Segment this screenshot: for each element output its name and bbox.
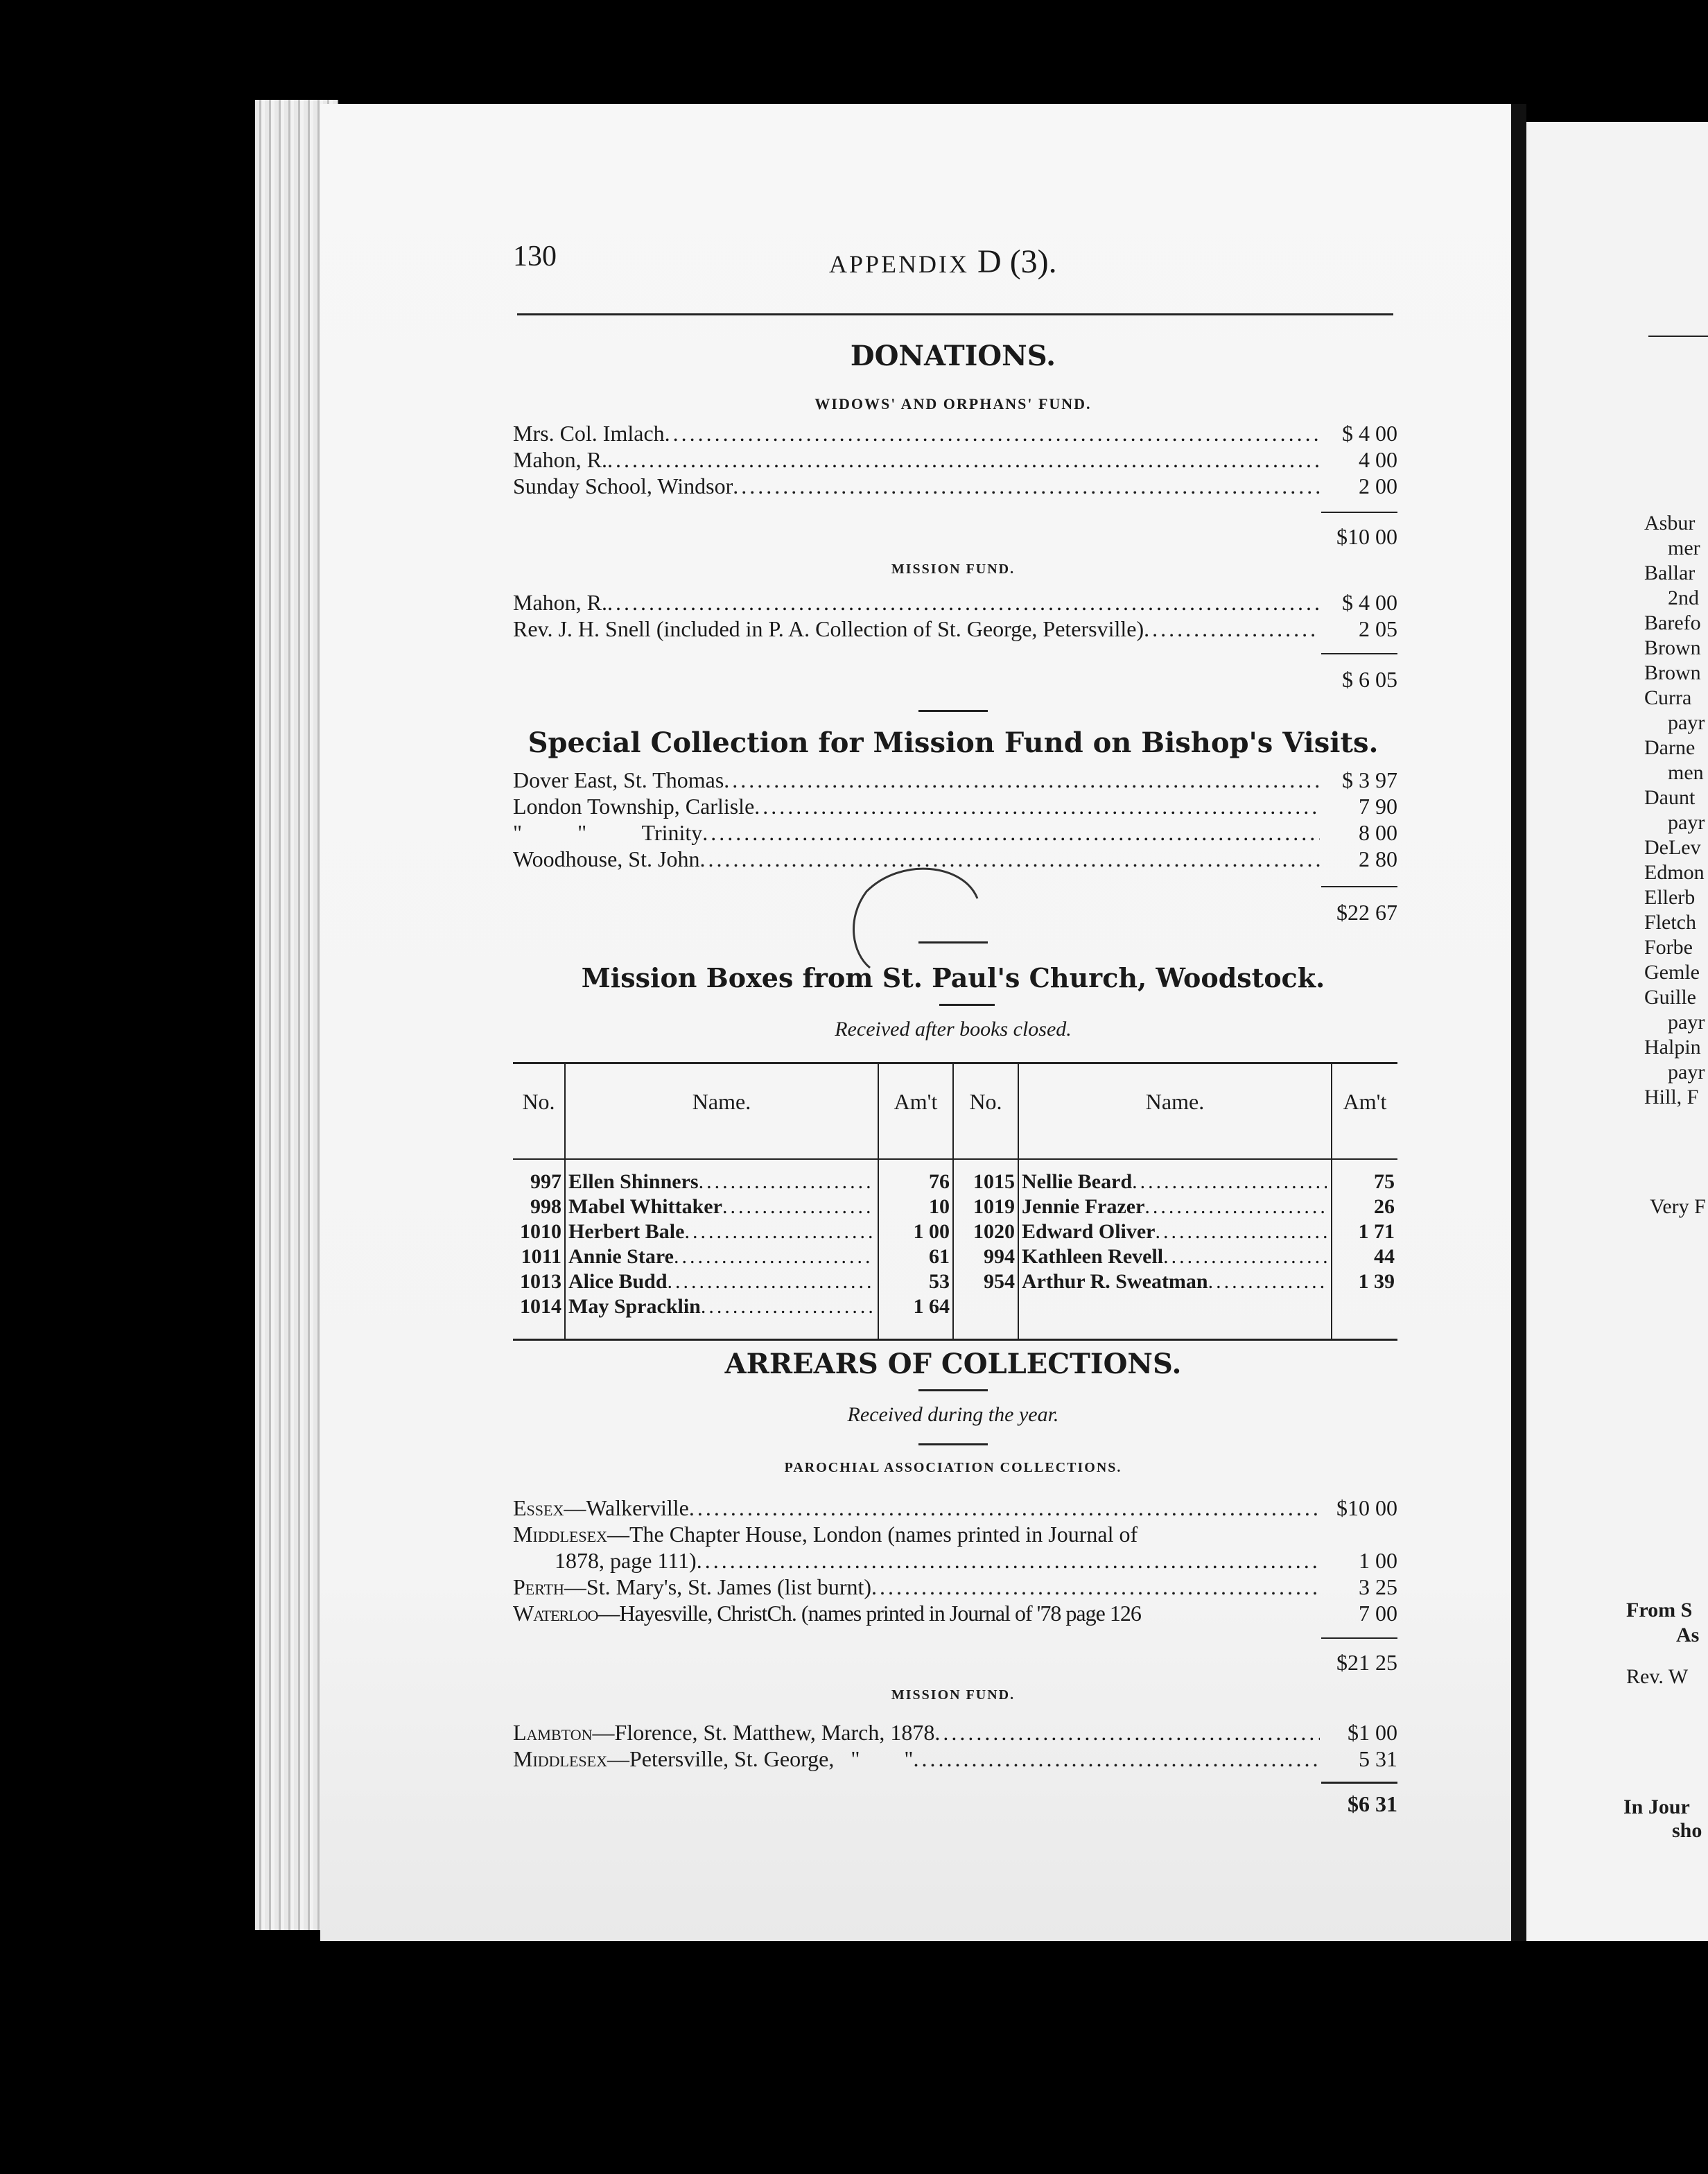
right-page-line: As — [1676, 1624, 1700, 1646]
box-number: 994 — [984, 1245, 1015, 1268]
arrears-entry — [513, 1719, 934, 1746]
right-page-line: Barefo — [1644, 611, 1701, 634]
collection-row — [513, 819, 1397, 846]
right-page-line: payr — [1668, 1061, 1705, 1084]
column-header-name: Name. — [1145, 1089, 1205, 1114]
arrears-subtitle: Received during the year. — [847, 1403, 1059, 1426]
arrears-entry — [513, 1521, 1138, 1547]
parish-name: Woodhouse, St. John — [513, 846, 700, 871]
box-holder-name — [568, 1269, 873, 1294]
box-holder-name — [1022, 1219, 1327, 1244]
header-rule — [513, 1158, 878, 1160]
table-row — [513, 1219, 952, 1244]
right-page-line: Gemle — [1644, 961, 1700, 984]
book-gutter — [1511, 104, 1526, 1941]
parish-name: —Petersville, St. George, " " — [607, 1746, 914, 1771]
total-rule — [1321, 1782, 1397, 1784]
right-page-line: Brown — [1644, 661, 1701, 684]
box-number: 1011 — [521, 1245, 561, 1268]
collection-row — [513, 793, 1397, 819]
total-rule — [1321, 1637, 1397, 1639]
box-holder-name-text: Arthur R. Sweatman — [1022, 1270, 1208, 1293]
donor-name: Mahon, R. — [513, 590, 607, 615]
arrears-row — [513, 1719, 1397, 1746]
box-holder-name-text: Kathleen Revell — [1022, 1245, 1164, 1268]
donation-row — [513, 446, 1397, 473]
mission-boxes-title: Mission Boxes from St. Paul's Church, Woodstock. — [581, 962, 1325, 993]
right-page-line: Fletch — [1644, 911, 1696, 934]
special-collection-title: Special Collection for Mission Fund on Bishop's Visits. — [528, 727, 1379, 759]
parochial-total: $21 25 — [1336, 1650, 1397, 1675]
arrears-amount: 7 00 — [1359, 1601, 1397, 1626]
donor-name: Rev. J. H. Snell (included in P. A. Collection of St. George, Petersville) — [513, 616, 1144, 641]
box-amount: 75 — [1374, 1170, 1395, 1193]
table-row — [513, 1294, 952, 1319]
box-holder-name — [1022, 1244, 1327, 1269]
arrears-mission-total: $6 31 — [1348, 1791, 1397, 1816]
mission-boxes-table — [513, 1062, 1397, 1341]
column-header-no: No. — [969, 1089, 1002, 1114]
box-amount: 61 — [929, 1245, 950, 1268]
parish-name: Dover East, St. Thomas — [513, 767, 724, 792]
donation-row — [513, 420, 1397, 446]
arrears-mission-heading: MISSION FUND. — [891, 1687, 1016, 1703]
header-rule — [1332, 1158, 1397, 1160]
right-page-line: payr — [1668, 811, 1705, 834]
header-rule — [879, 1158, 952, 1160]
box-number: 998 — [530, 1195, 561, 1218]
parish-name: —Florence, St. Matthew, March, 1878 — [592, 1720, 935, 1745]
arrears-amount: 3 25 — [1359, 1574, 1397, 1599]
arrears-row — [513, 1600, 1397, 1626]
parish-name: 1878, page 111) — [555, 1548, 697, 1573]
arrears-amount: 1 00 — [1359, 1548, 1397, 1573]
box-amount: 1 39 — [1358, 1270, 1395, 1293]
arrears-amount: 5 31 — [1359, 1746, 1397, 1771]
box-amount: 44 — [1374, 1245, 1395, 1268]
collection-amount: 8 00 — [1359, 820, 1397, 845]
box-amount: 10 — [929, 1195, 950, 1218]
box-holder-name-text: Annie Stare — [568, 1245, 674, 1268]
box-amount: 1 00 — [913, 1220, 950, 1243]
parish-name: —Hayesville, ChristCh. (names printed in Journal of '78 page 126 — [598, 1601, 1141, 1626]
box-amount: 76 — [929, 1170, 950, 1193]
arrears-entry — [513, 1746, 913, 1772]
mission-boxes-subtitle: Received after books closed. — [835, 1018, 1072, 1041]
right-page-line: Asbur — [1644, 512, 1696, 534]
box-number: 1019 — [973, 1195, 1015, 1218]
donation-row — [513, 473, 1397, 499]
box-holder-name — [568, 1219, 873, 1244]
right-page-line: Ballar — [1644, 562, 1696, 584]
box-holder-name — [1022, 1269, 1327, 1294]
donor-name: Mrs. Col. Imlach — [513, 421, 665, 446]
table-row — [513, 1169, 952, 1194]
right-page-fragment — [1526, 122, 1708, 1941]
box-holder-name-text: Alice Budd — [568, 1270, 668, 1293]
right-page-line: payr — [1668, 711, 1705, 734]
box-holder-name-text: Edward Oliver — [1022, 1220, 1156, 1243]
right-page-line: Darne — [1644, 736, 1696, 759]
table-row — [954, 1194, 1397, 1219]
page-number: 130 — [513, 241, 557, 272]
right-page-line: Curra — [1644, 686, 1692, 709]
box-amount: 26 — [1374, 1195, 1395, 1218]
right-page-rule — [1648, 336, 1708, 337]
column-header-name: Name. — [692, 1089, 751, 1114]
box-holder-name-text: Nellie Beard — [1022, 1170, 1133, 1193]
right-page-line: Forbe — [1644, 936, 1693, 959]
parish-name: " " Trinity — [513, 820, 703, 845]
table-row — [513, 1244, 952, 1269]
parish-name: —St. Mary's, St. James (list burnt) — [564, 1574, 872, 1599]
total-rule — [1321, 886, 1397, 887]
donation-row — [513, 589, 1397, 616]
box-number: 1014 — [520, 1295, 561, 1318]
section-divider — [939, 1004, 995, 1006]
arrears-row — [513, 1495, 1397, 1521]
header-rule — [954, 1158, 1018, 1160]
arrears-row — [513, 1521, 1397, 1547]
collection-amount: 7 90 — [1359, 794, 1397, 819]
right-page-line: Ellerb — [1644, 886, 1696, 909]
mission-fund-heading: MISSION FUND. — [891, 562, 1016, 577]
arrears-row — [555, 1547, 1397, 1574]
donation-amount: $ 4 00 — [1342, 421, 1397, 446]
right-page-line: 2nd — [1668, 586, 1699, 609]
right-page-line: payr — [1668, 1011, 1705, 1034]
column-header-no: No. — [522, 1089, 555, 1114]
county-name: Essex — [513, 1495, 564, 1520]
box-amount: 1 71 — [1358, 1220, 1395, 1243]
box-holder-name — [568, 1244, 873, 1269]
donation-amount: 4 00 — [1359, 447, 1397, 472]
widows-fund-heading: WIDOWS' AND ORPHANS' FUND. — [814, 395, 1092, 412]
county-name: Middlesex — [513, 1522, 607, 1547]
box-number: 1013 — [520, 1270, 561, 1293]
section-divider — [918, 710, 988, 712]
running-head — [829, 243, 1057, 281]
box-number: 1015 — [973, 1170, 1015, 1193]
right-page-line: Very F — [1650, 1195, 1706, 1218]
box-holder-name-text: Ellen Shinners — [568, 1170, 699, 1193]
right-page-line: Halpin — [1644, 1036, 1701, 1059]
right-page-line: Edmon — [1644, 861, 1705, 884]
arrears-row — [513, 1746, 1397, 1772]
total-rule — [1321, 653, 1397, 654]
donations-title: DONATIONS. — [850, 340, 1056, 372]
collection-row — [513, 767, 1397, 793]
box-holder-name — [1022, 1169, 1327, 1194]
box-number: 1010 — [520, 1220, 561, 1243]
box-holder-name — [568, 1169, 873, 1194]
header-rule — [1019, 1158, 1331, 1160]
total-rule — [1321, 512, 1397, 513]
right-page-line: In Jour — [1623, 1795, 1690, 1818]
donation-row — [513, 616, 1397, 642]
box-holder-name — [568, 1194, 873, 1219]
special-collection-total: $22 67 — [1336, 900, 1397, 925]
box-holder-name-text: Jennie Frazer — [1022, 1195, 1145, 1218]
box-number: 954 — [984, 1270, 1015, 1293]
county-name: Middlesex — [513, 1746, 607, 1771]
table-row — [954, 1244, 1397, 1269]
arrears-entry — [513, 1600, 1141, 1626]
right-page-line: mer — [1668, 537, 1700, 559]
right-page-line: Brown — [1644, 636, 1701, 659]
arrears-amount: $10 00 — [1336, 1495, 1397, 1520]
right-page-line: DeLev — [1644, 836, 1701, 859]
header-rule — [517, 313, 1393, 315]
table-row — [954, 1269, 1397, 1294]
donation-amount: $ 4 00 — [1342, 590, 1397, 615]
collection-amount: 2 80 — [1359, 846, 1397, 871]
box-holder-name — [568, 1294, 873, 1319]
appendix-number: (3). — [1009, 243, 1057, 280]
table-row — [513, 1269, 952, 1294]
arrears-amount: $1 00 — [1348, 1720, 1397, 1745]
mission-fund-total: $ 6 05 — [1342, 667, 1397, 692]
arrears-title: ARREARS OF COLLECTIONS. — [724, 1348, 1182, 1380]
arrears-amount — [1320, 1521, 1397, 1547]
county-name: Lambton — [513, 1720, 593, 1745]
column-header-amount: Am't — [894, 1089, 938, 1114]
box-holder-name-text: Mabel Whittaker — [568, 1195, 722, 1218]
arrears-row — [513, 1574, 1397, 1600]
right-page-line: From S — [1626, 1599, 1693, 1621]
widows-fund-total: $10 00 — [1336, 524, 1397, 549]
box-holder-name-text: Herbert Bale — [568, 1220, 685, 1243]
right-page-line: Rev. W — [1626, 1665, 1689, 1688]
right-page-line: Hill, F — [1644, 1086, 1699, 1108]
right-page-line: Daunt — [1644, 786, 1696, 809]
arrears-entry — [513, 1574, 871, 1600]
appendix-label: APPENDIX — [829, 250, 970, 278]
arrears-entry — [513, 1495, 689, 1521]
box-amount: 53 — [929, 1270, 950, 1293]
box-holder-name — [1022, 1194, 1327, 1219]
table-row — [954, 1169, 1397, 1194]
county-name: Waterloo — [513, 1601, 598, 1626]
table-row — [954, 1219, 1397, 1244]
appendix-letter: D — [977, 243, 1002, 280]
section-divider — [918, 1389, 988, 1391]
donation-amount: 2 00 — [1359, 473, 1397, 498]
box-holder-name-text: May Spracklin — [568, 1295, 701, 1318]
parish-name: —Walkerville — [564, 1495, 689, 1520]
column-header-amount: Am't — [1343, 1089, 1387, 1114]
collection-amount: $ 3 97 — [1342, 767, 1397, 792]
donor-name: Mahon, R. — [513, 447, 607, 472]
box-amount: 1 64 — [913, 1295, 950, 1318]
donor-name: Sunday School, Windsor — [513, 473, 733, 498]
parish-name: —The Chapter House, London (names printed in Journal of — [607, 1522, 1138, 1547]
donation-amount: 2 05 — [1359, 616, 1397, 641]
box-number: 1020 — [973, 1220, 1015, 1243]
right-page-line: men — [1668, 761, 1704, 784]
pencil-mark — [839, 857, 991, 975]
parochial-heading: PAROCHIAL ASSOCIATION COLLECTIONS. — [784, 1460, 1122, 1475]
right-page-line: Guille — [1644, 986, 1696, 1009]
right-page-line: sho — [1672, 1819, 1702, 1842]
county-name: Perth — [513, 1574, 564, 1599]
box-number: 997 — [530, 1170, 561, 1193]
parish-name: London Township, Carlisle — [513, 794, 755, 819]
table-row — [513, 1194, 952, 1219]
section-divider — [918, 1443, 988, 1445]
